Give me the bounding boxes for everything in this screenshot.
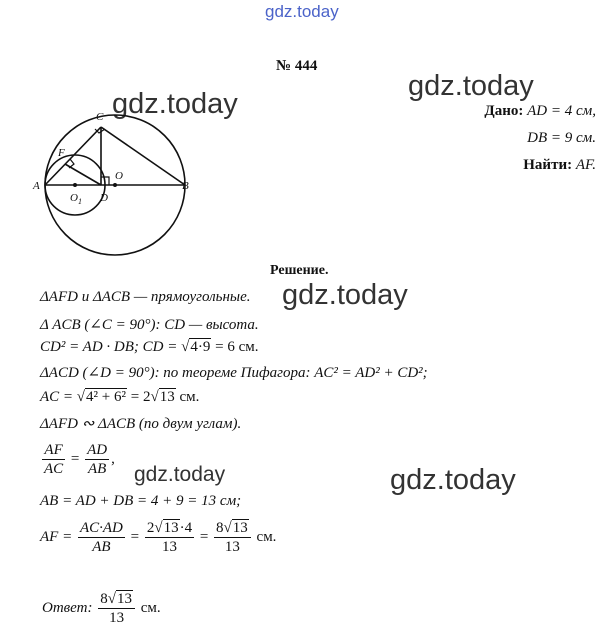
segment-ac (45, 127, 101, 185)
find-label: Найти: (523, 157, 573, 173)
label-b: B (182, 180, 189, 192)
problem-number: № 444 (276, 58, 318, 74)
label-o1: O (70, 192, 78, 204)
label-o1-sub: 1 (78, 197, 82, 206)
answer-label: Ответ: (42, 599, 93, 616)
geometry-figure (30, 100, 230, 260)
given-ad: AD = 4 см, (527, 103, 596, 119)
solution-line-5: AC = √4² + 6² = 2√13 см. (40, 389, 200, 405)
solution-line-8: AB = AD + DB = 4 + 9 = 13 см; (40, 493, 242, 509)
solution-line-7: $\frac{AF}{AC}$ = $\frac{AD}{AB}$ , (44, 442, 115, 477)
watermark: gdz.today (390, 464, 516, 496)
given-label: Дано: (484, 103, 524, 119)
segment-cb (101, 127, 185, 185)
label-a: A (33, 180, 40, 192)
answer: Ответ: $\frac{8√13}{13}$ см. (42, 591, 161, 626)
label-c: C (96, 111, 104, 123)
label-f: F (58, 147, 65, 159)
solution-line-6: ΔAFD ∾ ΔACB (по двум углам). (40, 416, 242, 432)
solution-line-4: ΔACD (∠D = 90°): по теореме Пифагора: AC² = AD² + CD²; (40, 365, 428, 381)
given-block (484, 98, 596, 179)
watermark: gdz.today (408, 70, 534, 102)
find-value: AF. (575, 157, 596, 173)
watermark-top: gdz.today (265, 2, 339, 21)
solution-line-3: CD² = AD · DB; CD = √4·9 = 6 см. (40, 339, 259, 355)
watermark: gdz.today (282, 279, 408, 311)
label-d: D (100, 192, 108, 204)
given-db: DB = 9 см. (527, 130, 596, 146)
watermark: gdz.today (134, 463, 226, 486)
solution-title: Решение. (270, 263, 329, 278)
solution-line-1: ΔAFD и ΔACB — прямоугольные. (40, 289, 251, 305)
watermark: gdz.today (112, 88, 238, 120)
solution-line-2: Δ ACB (∠C = 90°): CD — высота. (40, 317, 259, 333)
solution-line-9: AF = $\frac{AC\cdot AD}{AB}$ = $\frac{2√13\cdot 4}{13}$ = $\frac{8√13}{13}$ см. (40, 520, 277, 555)
label-o: O (115, 170, 123, 182)
